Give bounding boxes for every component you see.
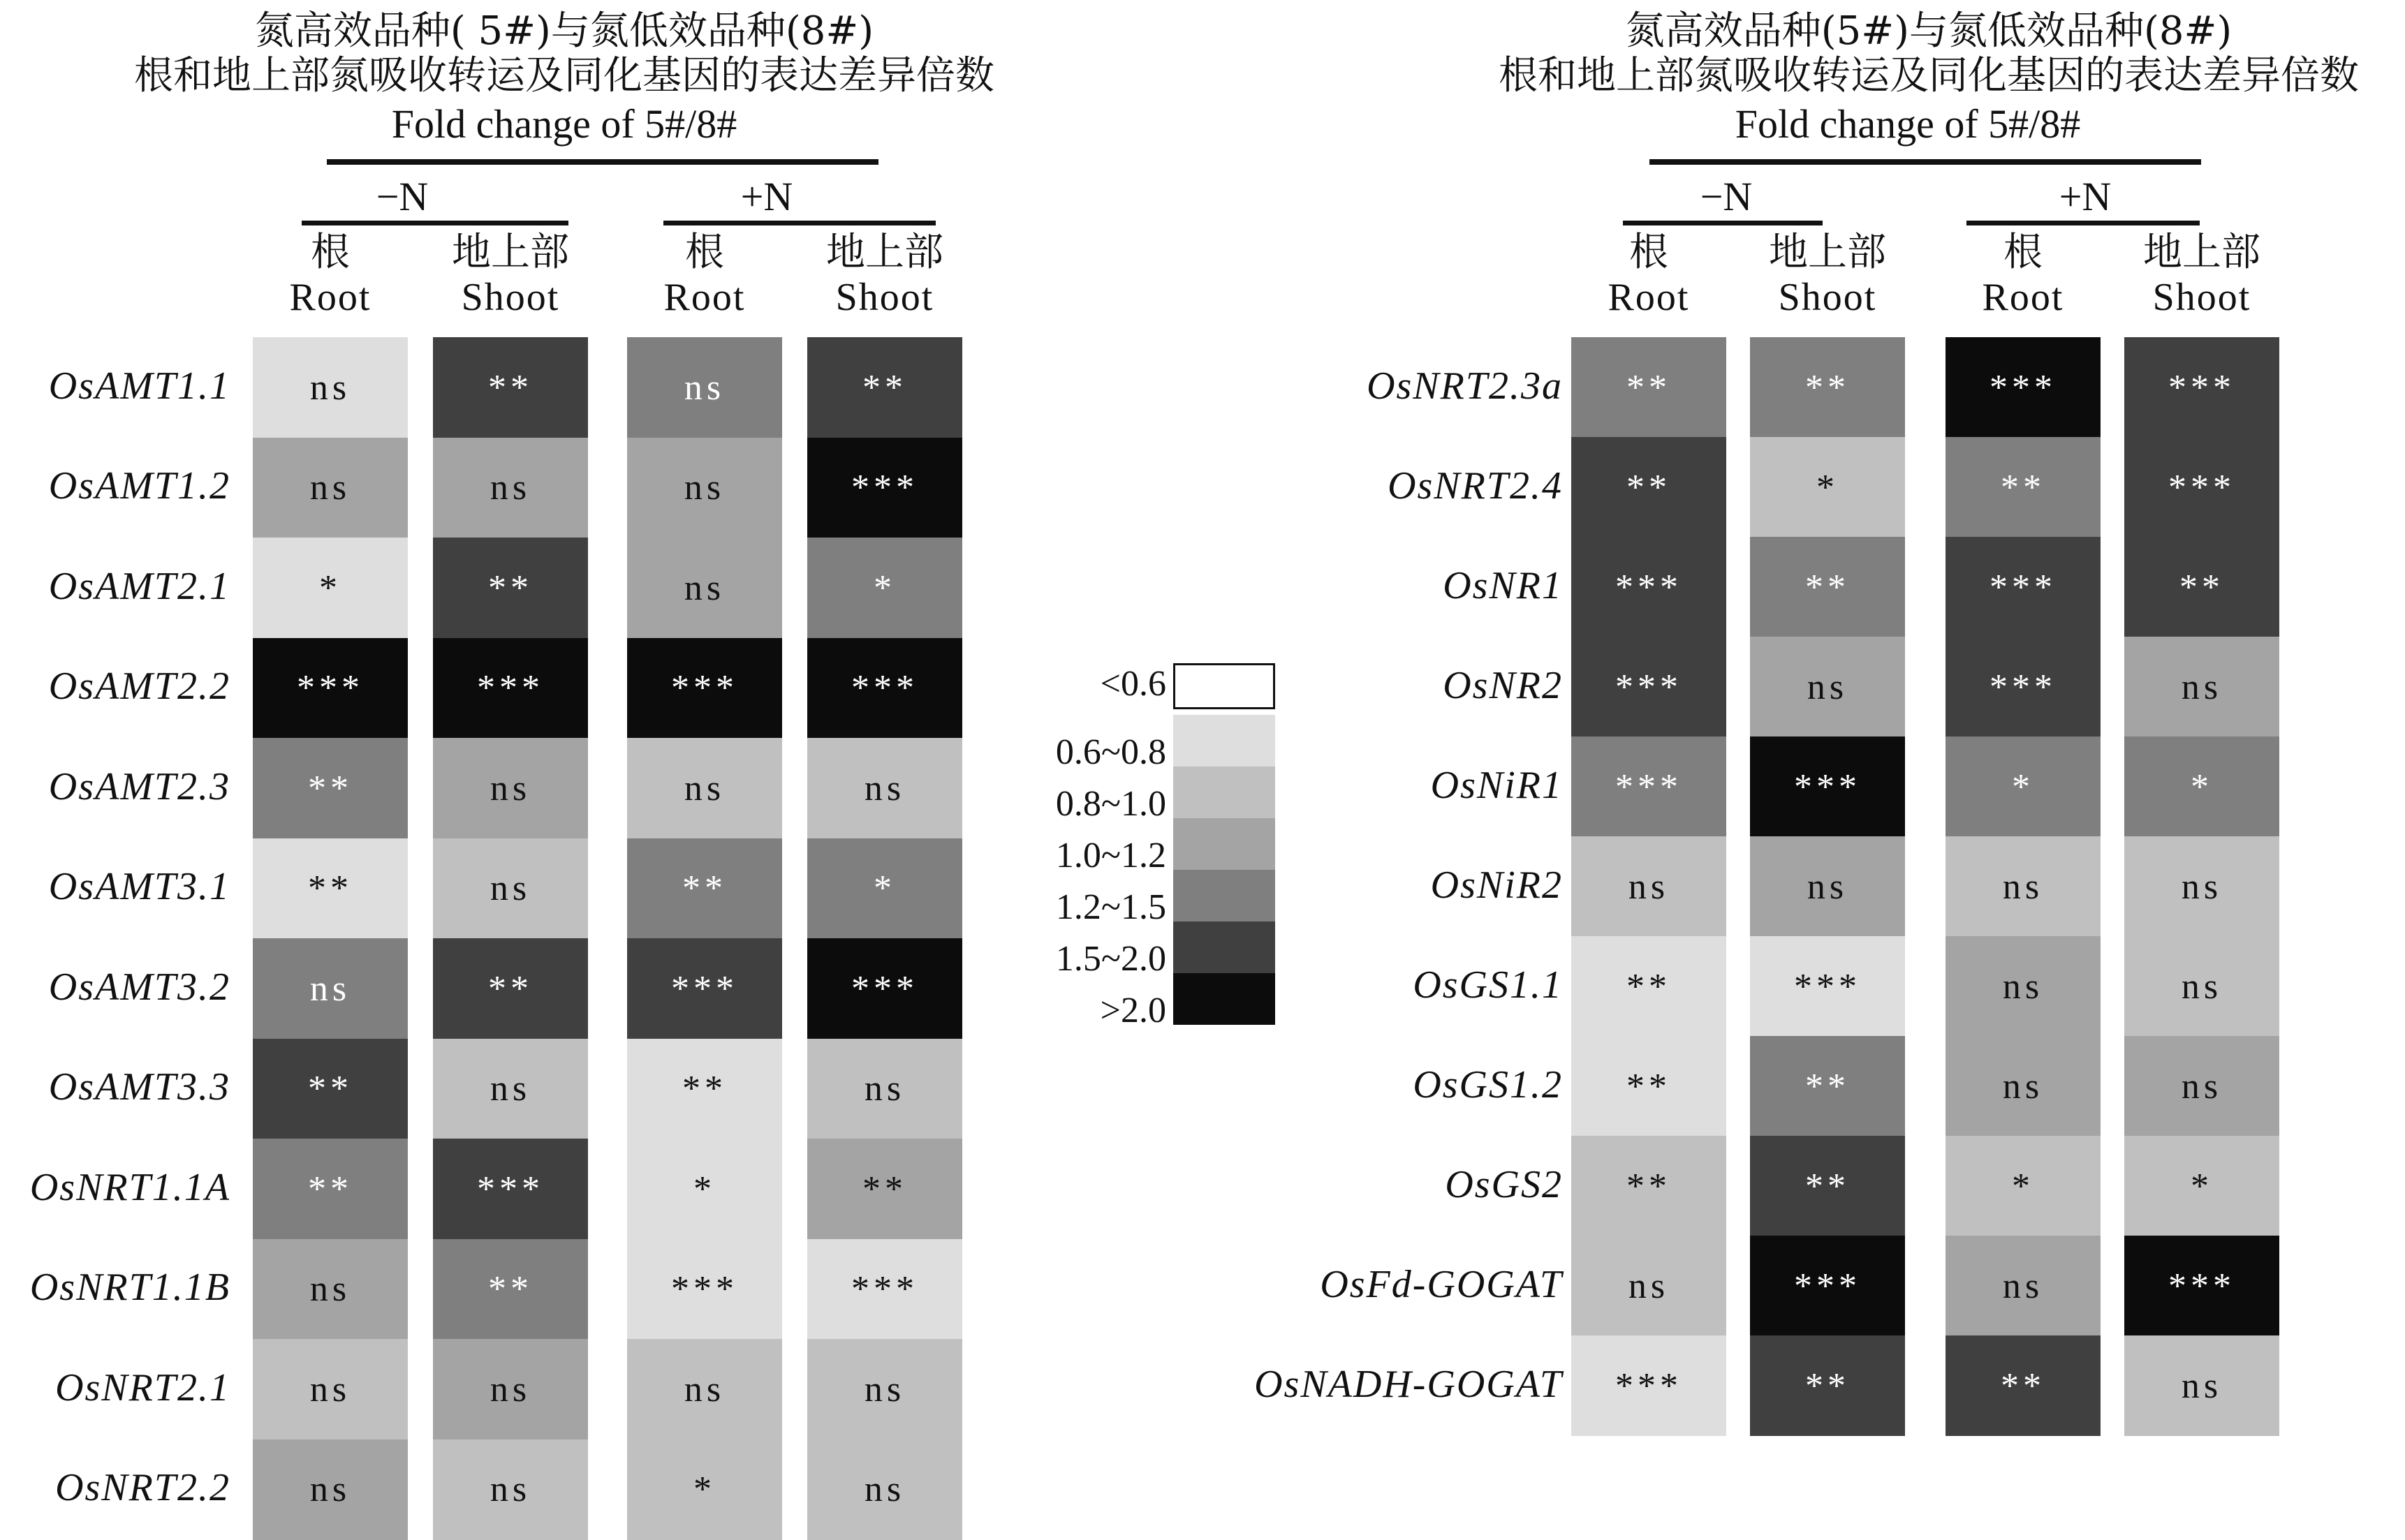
panel-right-heatmap-cell: *** bbox=[1750, 936, 1905, 1037]
panel-left-column-header bbox=[786, 230, 983, 320]
legend-label: 0.8~1.0 bbox=[992, 783, 1166, 824]
panel-left-gene-label: OsNRT2.1 bbox=[0, 1365, 230, 1410]
panel-right-column-header bbox=[2103, 230, 2300, 320]
panel-right-heatmap-cell: *** bbox=[2124, 1236, 2279, 1336]
panel-right-gene-label: OsGS2 bbox=[1074, 1162, 1563, 1207]
panel-left-heatmap-cell: ** bbox=[433, 538, 588, 639]
panel-right-title-line1: 氮高效品种(5#)与氮低效品种(8#) bbox=[1370, 0, 2405, 56]
legend-label: 1.2~1.5 bbox=[992, 887, 1166, 928]
panel-right-heatmap-cell: ns bbox=[1571, 836, 1726, 937]
panel-right-heatmap-cell: ns bbox=[1946, 936, 2101, 1037]
panel-right-heatmap-cell: ns bbox=[2124, 637, 2279, 737]
panel-right-gene-label: OsNRT2.3a bbox=[1074, 364, 1563, 408]
legend-swatch bbox=[1173, 870, 1275, 921]
panel-right-heatmap-cell: *** bbox=[2124, 437, 2279, 538]
column-header-en: Shoot bbox=[786, 275, 983, 320]
panel-left-gene-label: OsAMT2.2 bbox=[0, 664, 230, 709]
panel-left-heatmap-cell: ** bbox=[627, 838, 782, 940]
panel-left-heatmap-cell: ** bbox=[627, 1039, 782, 1140]
panel-left-condition-bar-plus-n bbox=[663, 221, 936, 225]
panel-left-gene-label: OsNRT2.2 bbox=[0, 1465, 230, 1510]
panel-right-subtitle: Fold change of 5#/8# bbox=[1628, 101, 2187, 147]
panel-right-heatmap-cell: ns bbox=[2124, 936, 2279, 1037]
panel-right-heatmap-cell: ** bbox=[1750, 537, 1905, 637]
panel-left-subtitle: Fold change of 5#/8# bbox=[285, 101, 844, 147]
panel-left-gene-label: OsAMT3.3 bbox=[0, 1065, 230, 1109]
panel-left-title-line2: 根和地上部氮吸收转运及同化基因的表达差异倍数 bbox=[6, 45, 1123, 101]
panel-right-heatmap-cell: ** bbox=[1571, 1136, 1726, 1236]
panel-left-heatmap-cell: ** bbox=[253, 1039, 408, 1140]
legend-swatch bbox=[1173, 921, 1275, 973]
legend-label: 1.0~1.2 bbox=[992, 835, 1166, 876]
panel-left-heatmap-cell: ** bbox=[433, 938, 588, 1039]
panel-left-heatmap-cell: ** bbox=[253, 738, 408, 839]
panel-right-column-header bbox=[1925, 230, 2121, 320]
panel-left-heatmap-cell: ** bbox=[253, 838, 408, 940]
column-header-en: Root bbox=[1925, 275, 2121, 320]
panel-right-gene-label: OsNR2 bbox=[1074, 663, 1563, 708]
panel-left-heatmap-cell: * bbox=[807, 838, 962, 940]
panel-left-heatmap-cell: *** bbox=[627, 938, 782, 1039]
legend-label: >2.0 bbox=[992, 990, 1166, 1031]
panel-right-heatmap-cell: *** bbox=[2124, 337, 2279, 438]
panel-left-heatmap-cell: * bbox=[807, 538, 962, 639]
panel-right-heatmap-cell: ns bbox=[2124, 1036, 2279, 1137]
panel-left-heatmap-cell: ns bbox=[627, 438, 782, 539]
panel-left-heatmap-cell: *** bbox=[627, 638, 782, 739]
panel-right-heatmap-cell: *** bbox=[1750, 736, 1905, 837]
panel-right-gene-label: OsNiR1 bbox=[1074, 763, 1563, 808]
panel-left-gene-label: OsAMT1.1 bbox=[0, 364, 230, 408]
panel-right-heatmap-cell: ** bbox=[1946, 437, 2101, 538]
panel-left-heatmap-cell: ns bbox=[807, 1339, 962, 1440]
panel-left-heatmap-cell: ns bbox=[433, 1439, 588, 1540]
panel-left-heatmap-cell: ** bbox=[253, 1139, 408, 1240]
panel-left-gene-label: OsAMT2.3 bbox=[0, 764, 230, 809]
column-header-en: Root bbox=[232, 275, 429, 320]
panel-right-heatmap-cell: *** bbox=[1571, 1335, 1726, 1436]
panel-right-heatmap-cell: ns bbox=[1946, 1236, 2101, 1336]
legend-swatch bbox=[1173, 973, 1275, 1025]
panel-left-heatmap-cell: ns bbox=[627, 738, 782, 839]
panel-left-heatmap-cell: *** bbox=[253, 638, 408, 739]
panel-left-heatmap-cell: * bbox=[253, 538, 408, 639]
panel-left-heatmap-cell: ns bbox=[253, 337, 408, 438]
legend-swatch bbox=[1173, 767, 1275, 818]
panel-left-column-header bbox=[412, 230, 609, 320]
panel-left-gene-label: OsAMT3.1 bbox=[0, 864, 230, 909]
panel-right-heatmap-cell: *** bbox=[1750, 1236, 1905, 1336]
panel-left-heatmap-cell: ns bbox=[627, 337, 782, 438]
panel-right-gene-label: OsGS1.1 bbox=[1074, 963, 1563, 1007]
panel-right-column-header bbox=[1729, 230, 1926, 320]
panel-right-heatmap-cell: ns bbox=[1946, 836, 2101, 937]
panel-right-heatmap-cell: *** bbox=[1946, 537, 2101, 637]
panel-right-gene-label: OsFd-GOGAT bbox=[1074, 1262, 1563, 1307]
panel-right-heatmap-cell: ** bbox=[1571, 936, 1726, 1037]
panel-left-heatmap-cell: ns bbox=[807, 738, 962, 839]
panel-right-heatmap-cell: *** bbox=[1571, 736, 1726, 837]
legend-swatch bbox=[1173, 663, 1275, 709]
panel-left-heatmap-cell: ns bbox=[807, 1039, 962, 1140]
panel-left-heatmap-cell: ns bbox=[433, 838, 588, 940]
legend-swatch bbox=[1173, 715, 1275, 767]
panel-left-heatmap-cell: ns bbox=[433, 738, 588, 839]
panel-left-subtitle-bar bbox=[327, 159, 878, 165]
column-header-en: Shoot bbox=[412, 275, 609, 320]
panel-right-heatmap-cell: * bbox=[1946, 1136, 2101, 1236]
column-header-cn: 根 bbox=[606, 230, 803, 275]
panel-right-gene-label: OsNiR2 bbox=[1074, 863, 1563, 908]
panel-right-condition-bar-minus-n bbox=[1623, 221, 1823, 225]
panel-right-heatmap-cell: ** bbox=[1571, 437, 1726, 538]
panel-right-heatmap-cell: ** bbox=[1750, 1036, 1905, 1137]
panel-right-title-line2: 根和地上部氮吸收转运及同化基因的表达差异倍数 bbox=[1370, 45, 2405, 101]
panel-left-heatmap-cell: ** bbox=[433, 337, 588, 438]
panel-left-heatmap-cell: ns bbox=[807, 1439, 962, 1540]
column-header-cn: 地上部 bbox=[1729, 230, 1926, 275]
panel-right-gene-label: OsNADH-GOGAT bbox=[1074, 1362, 1563, 1407]
panel-left-gene-label: OsAMT1.2 bbox=[0, 464, 230, 508]
panel-left-gene-label: OsNRT1.1A bbox=[0, 1165, 230, 1210]
panel-right-heatmap-cell: ** bbox=[1946, 1335, 2101, 1436]
column-header-en: Shoot bbox=[1729, 275, 1926, 320]
panel-right-heatmap-cell: ** bbox=[1750, 1335, 1905, 1436]
panel-left-gene-label: OsAMT3.2 bbox=[0, 965, 230, 1009]
panel-right-heatmap-cell: *** bbox=[1946, 337, 2101, 438]
panel-right-heatmap-cell: *** bbox=[1571, 637, 1726, 737]
column-header-cn: 根 bbox=[232, 230, 429, 275]
panel-right-heatmap-cell: * bbox=[1750, 437, 1905, 538]
panel-left-heatmap-cell: * bbox=[627, 1139, 782, 1240]
panel-left-title-line1: 氮高效品种( 5#)与氮低效品种(8#) bbox=[6, 0, 1123, 56]
panel-left-heatmap-cell: ** bbox=[807, 337, 962, 438]
panel-left-heatmap-cell: ns bbox=[253, 938, 408, 1039]
panel-left-heatmap-cell: * bbox=[627, 1439, 782, 1540]
panel-left-column-header bbox=[232, 230, 429, 320]
panel-left-condition-minus-n: −N bbox=[297, 173, 507, 220]
panel-left-heatmap-cell: *** bbox=[627, 1239, 782, 1340]
panel-left-heatmap-cell: ns bbox=[627, 538, 782, 639]
panel-right-heatmap-cell: ** bbox=[1571, 337, 1726, 438]
panel-left-heatmap-cell: ns bbox=[433, 1339, 588, 1440]
panel-left-heatmap-cell: *** bbox=[807, 938, 962, 1039]
panel-left-heatmap-cell: ** bbox=[807, 1139, 962, 1240]
panel-right-condition-minus-n: −N bbox=[1621, 173, 1831, 220]
panel-right-heatmap-cell: ** bbox=[1750, 1136, 1905, 1236]
column-header-cn: 根 bbox=[1925, 230, 2121, 275]
column-header-en: Root bbox=[1550, 275, 1747, 320]
panel-right-gene-label: OsGS1.2 bbox=[1074, 1063, 1563, 1107]
panel-right-heatmap-cell: *** bbox=[1571, 537, 1726, 637]
panel-right-gene-label: OsNR1 bbox=[1074, 563, 1563, 608]
panel-right-column-header bbox=[1550, 230, 1747, 320]
panel-right-heatmap-cell: ** bbox=[1750, 337, 1905, 438]
panel-left-heatmap-cell: ns bbox=[433, 1039, 588, 1140]
column-header-en: Root bbox=[606, 275, 803, 320]
panel-right-condition-plus-n: +N bbox=[1980, 173, 2190, 220]
panel-right-condition-bar-plus-n bbox=[1966, 221, 2200, 225]
panel-right-gene-label: OsNRT2.4 bbox=[1074, 464, 1563, 508]
panel-left-heatmap-cell: *** bbox=[433, 638, 588, 739]
panel-right-heatmap-cell: *** bbox=[1946, 637, 2101, 737]
column-header-cn: 根 bbox=[1550, 230, 1747, 275]
panel-right-heatmap-cell: ns bbox=[1946, 1036, 2101, 1137]
panel-left-condition-plus-n: +N bbox=[662, 173, 871, 220]
panel-left-heatmap-cell: *** bbox=[807, 1239, 962, 1340]
panel-right-subtitle-bar bbox=[1649, 159, 2201, 165]
panel-left-heatmap-cell: *** bbox=[807, 438, 962, 539]
panel-right-heatmap-cell: * bbox=[1946, 736, 2101, 837]
panel-right-heatmap-cell: * bbox=[2124, 736, 2279, 837]
panel-right-heatmap-cell: ** bbox=[2124, 537, 2279, 637]
column-header-cn: 地上部 bbox=[786, 230, 983, 275]
legend-label: 0.6~0.8 bbox=[992, 732, 1166, 773]
legend-label: 1.5~2.0 bbox=[992, 938, 1166, 979]
panel-right-heatmap-cell: ns bbox=[1571, 1236, 1726, 1336]
panel-right-heatmap-cell: ns bbox=[1750, 637, 1905, 737]
panel-left-heatmap-cell: ns bbox=[253, 1439, 408, 1540]
panel-right-heatmap-cell: * bbox=[2124, 1136, 2279, 1236]
panel-left-heatmap-cell: ns bbox=[253, 1239, 408, 1340]
panel-left-heatmap-cell: ** bbox=[433, 1239, 588, 1340]
panel-left-gene-label: OsNRT1.1B bbox=[0, 1265, 230, 1310]
panel-left-heatmap-cell: *** bbox=[433, 1139, 588, 1240]
panel-left-heatmap-cell: ns bbox=[253, 438, 408, 539]
column-header-cn: 地上部 bbox=[2103, 230, 2300, 275]
column-header-en: Shoot bbox=[2103, 275, 2300, 320]
panel-left-heatmap-cell: ns bbox=[253, 1339, 408, 1440]
column-header-cn: 地上部 bbox=[412, 230, 609, 275]
panel-left-heatmap-cell: ns bbox=[433, 438, 588, 539]
panel-right-heatmap-cell: ns bbox=[2124, 836, 2279, 937]
panel-right-heatmap-cell: ** bbox=[1571, 1036, 1726, 1137]
panel-left-gene-label: OsAMT2.1 bbox=[0, 564, 230, 609]
legend-label: <0.6 bbox=[992, 663, 1166, 704]
legend-swatch bbox=[1173, 818, 1275, 870]
panel-left-heatmap-cell: ns bbox=[627, 1339, 782, 1440]
panel-left-column-header bbox=[606, 230, 803, 320]
panel-left-heatmap-cell: *** bbox=[807, 638, 962, 739]
panel-right-heatmap-cell: ns bbox=[2124, 1335, 2279, 1436]
panel-left-condition-bar-minus-n bbox=[302, 221, 568, 225]
panel-right-heatmap-cell: ns bbox=[1750, 836, 1905, 937]
